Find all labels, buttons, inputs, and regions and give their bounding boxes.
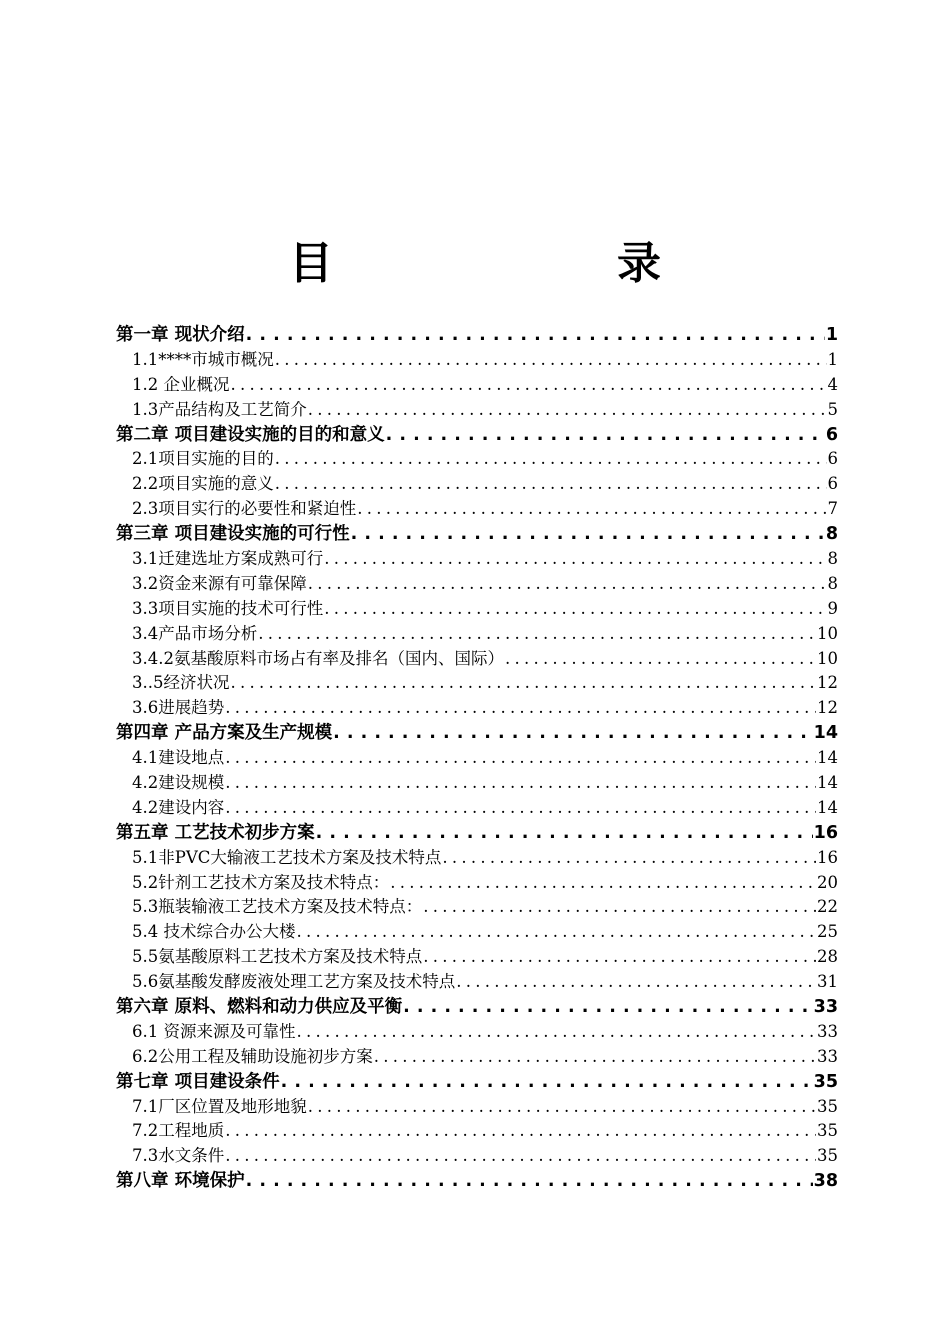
toc-entry-label: 1.2 企业概况 bbox=[132, 374, 230, 394]
toc-entry-label: 6.2公用工程及辅助设施初步方案 bbox=[132, 1046, 373, 1066]
toc-page-number: 1 bbox=[827, 349, 838, 369]
toc-section-entry[interactable] bbox=[116, 846, 838, 871]
dot-leader bbox=[308, 572, 827, 597]
toc-entry-label: 7.3水文条件 bbox=[132, 1146, 225, 1166]
dot-leader bbox=[505, 647, 816, 672]
toc-section-entry[interactable] bbox=[116, 895, 838, 920]
toc-section-entry[interactable] bbox=[116, 671, 838, 696]
dot-leader bbox=[297, 1020, 817, 1045]
toc-entry-label: 3.2资金来源有可靠保障 bbox=[132, 573, 307, 593]
toc-section-entry[interactable] bbox=[116, 472, 838, 497]
dot-leader bbox=[258, 622, 816, 647]
toc-entry-label: 7.1厂区位置及地形地貌 bbox=[132, 1096, 307, 1116]
toc-page-number: 7 bbox=[827, 499, 838, 519]
dot-leader bbox=[246, 323, 825, 348]
toc-entry-label: 第二章 项目建设实施的目的和意义 bbox=[116, 424, 385, 445]
toc-page-number: 9 bbox=[827, 598, 838, 618]
toc-page-number: 8 bbox=[827, 549, 838, 568]
dot-leader bbox=[324, 547, 826, 572]
toc-section-entry[interactable] bbox=[116, 447, 838, 472]
toc-entry-label: 5.5氨基酸原料工艺技术方案及技术特点 bbox=[132, 947, 423, 967]
toc-section-entry[interactable] bbox=[116, 497, 838, 522]
toc-page-number: 16 bbox=[813, 822, 838, 843]
toc-entry-label: 第五章 工艺技术初步方案 bbox=[116, 822, 315, 843]
toc-entry-label: 2.1项目实施的目的 bbox=[132, 449, 274, 469]
toc-page-number: 8 bbox=[825, 524, 838, 545]
toc-page-number: 4 bbox=[827, 374, 838, 394]
toc-section-entry[interactable] bbox=[116, 1020, 838, 1045]
toc-entry-label: 2.2项目实施的意义 bbox=[132, 474, 274, 494]
toc-page-number: 16 bbox=[817, 847, 838, 867]
dot-leader bbox=[281, 1070, 813, 1095]
toc-page-number: 31 bbox=[817, 972, 838, 992]
toc-section-entry[interactable] bbox=[116, 1045, 838, 1070]
toc-chapter-entry[interactable] bbox=[116, 323, 838, 348]
toc-page-number: 6 bbox=[825, 424, 838, 445]
dot-leader bbox=[308, 398, 827, 423]
dot-leader bbox=[442, 846, 816, 871]
dot-leader bbox=[374, 1045, 816, 1070]
toc-section-entry[interactable] bbox=[116, 398, 838, 423]
toc-section-entry[interactable] bbox=[116, 871, 838, 896]
toc-entry-label: 1.3产品结构及工艺简介 bbox=[132, 399, 307, 419]
toc-section-entry[interactable] bbox=[116, 945, 838, 970]
toc-page-number: 25 bbox=[817, 922, 838, 942]
dot-leader bbox=[324, 597, 826, 622]
toc-entry-label: 3.4.2氨基酸原料市场占有率及排名（国内、国际） bbox=[132, 648, 504, 668]
toc-page-number: 10 bbox=[817, 623, 838, 643]
toc-page-number: 38 bbox=[813, 1171, 838, 1192]
toc-entry-label: 第七章 项目建设条件 bbox=[116, 1071, 280, 1092]
dot-leader bbox=[225, 1120, 816, 1145]
toc-page-number: 35 bbox=[817, 1096, 838, 1116]
toc-section-entry[interactable] bbox=[116, 1144, 838, 1169]
toc-entry-label: 7.2工程地质 bbox=[132, 1121, 225, 1141]
dot-leader bbox=[275, 348, 827, 373]
dot-leader bbox=[275, 472, 827, 497]
toc-entry-label: 4.1建设地点 bbox=[132, 748, 225, 768]
dot-leader bbox=[351, 522, 825, 547]
dot-leader bbox=[403, 995, 813, 1020]
toc-entry-label: 4.2建设内容 bbox=[132, 797, 225, 817]
toc-chapter-entry[interactable] bbox=[116, 821, 838, 846]
toc-page-number: 33 bbox=[817, 1021, 838, 1041]
dot-leader bbox=[333, 721, 813, 746]
toc-section-entry[interactable] bbox=[116, 572, 838, 597]
toc-section-entry[interactable] bbox=[116, 647, 838, 672]
toc-page-number: 5 bbox=[827, 399, 838, 419]
toc-section-entry[interactable] bbox=[116, 348, 838, 373]
toc-page-number: 6 bbox=[827, 449, 838, 469]
dot-leader bbox=[275, 447, 827, 472]
dot-leader bbox=[423, 945, 816, 970]
toc-chapter-entry[interactable] bbox=[116, 1169, 838, 1194]
toc-entry-label: 3.1迁建选址方案成熟可行 bbox=[132, 549, 324, 568]
toc-entry-label: 5.4 技术综合办公大楼 bbox=[132, 922, 296, 942]
toc-chapter-entry[interactable] bbox=[116, 522, 838, 547]
toc-entry-label: 5.3瓶装输液工艺技术方案及技术特点： bbox=[132, 897, 423, 917]
toc-section-entry[interactable] bbox=[116, 746, 838, 771]
toc-page-number: 14 bbox=[813, 723, 838, 744]
toc-section-entry[interactable] bbox=[116, 696, 838, 721]
toc-section-entry[interactable] bbox=[116, 622, 838, 647]
toc-chapter-entry[interactable] bbox=[116, 995, 838, 1020]
table-of-contents bbox=[116, 323, 838, 1194]
toc-page-number: 12 bbox=[817, 673, 838, 693]
toc-section-entry[interactable] bbox=[116, 771, 838, 796]
toc-page-number: 28 bbox=[817, 947, 838, 967]
toc-chapter-entry[interactable] bbox=[116, 423, 838, 448]
toc-section-entry[interactable] bbox=[116, 796, 838, 821]
dot-leader bbox=[225, 1144, 816, 1169]
toc-page-number: 8 bbox=[827, 573, 838, 593]
toc-entry-label: 3..5经济状况 bbox=[132, 673, 230, 693]
toc-entry-label: 3.4产品市场分析 bbox=[132, 623, 258, 643]
toc-entry-label: 6.1 资源来源及可靠性 bbox=[132, 1021, 296, 1041]
toc-page-number: 33 bbox=[817, 1046, 838, 1066]
dot-leader bbox=[316, 821, 813, 846]
dot-leader bbox=[225, 746, 816, 771]
toc-chapter-entry[interactable] bbox=[116, 1070, 838, 1095]
toc-entry-label: 4.2建设规模 bbox=[132, 773, 225, 793]
toc-section-entry[interactable] bbox=[116, 970, 838, 995]
dot-leader bbox=[231, 671, 817, 696]
toc-section-entry[interactable] bbox=[116, 1120, 838, 1145]
toc-page-number: 33 bbox=[813, 997, 838, 1018]
toc-page-number: 35 bbox=[817, 1121, 838, 1141]
dot-leader bbox=[225, 696, 816, 721]
toc-page-number: 35 bbox=[813, 1071, 838, 1092]
toc-page-number: 20 bbox=[817, 872, 838, 892]
dot-leader bbox=[357, 497, 826, 522]
toc-page-number: 1 bbox=[825, 324, 838, 345]
dot-leader bbox=[231, 373, 827, 398]
toc-page-number: 12 bbox=[817, 698, 838, 718]
toc-entry-label: 第一章 现状介绍 bbox=[116, 324, 245, 345]
dot-leader bbox=[246, 1169, 813, 1194]
toc-page-number: 6 bbox=[827, 474, 838, 494]
toc-entry-label: 3.3项目实施的技术可行性 bbox=[132, 598, 324, 618]
toc-entry-label: 5.6氨基酸发酵废液处理工艺方案及技术特点 bbox=[132, 972, 456, 992]
toc-page-number: 35 bbox=[817, 1146, 838, 1166]
toc-title: 目 录 bbox=[289, 238, 781, 289]
toc-entry-label: 第六章 原料、燃料和动力供应及平衡 bbox=[116, 997, 403, 1018]
toc-section-entry[interactable] bbox=[116, 547, 838, 572]
toc-entry-label: 1.1****市城市概况 bbox=[132, 349, 274, 369]
toc-section-entry[interactable] bbox=[116, 920, 838, 945]
dot-leader bbox=[456, 970, 816, 995]
toc-entry-label: 2.3项目实行的必要性和紧迫性 bbox=[132, 499, 357, 519]
dot-leader bbox=[423, 895, 816, 920]
toc-entry-label: 5.1非PVC大输液工艺技术方案及技术特点 bbox=[132, 847, 442, 867]
toc-entry-label: 第八章 环境保护 bbox=[116, 1171, 245, 1192]
dot-leader bbox=[297, 920, 817, 945]
toc-chapter-entry[interactable] bbox=[116, 721, 838, 746]
toc-page-number: 14 bbox=[817, 773, 838, 793]
toc-entry-label: 第四章 产品方案及生产规模 bbox=[116, 723, 333, 744]
dot-leader bbox=[390, 871, 816, 896]
dot-leader bbox=[386, 423, 825, 448]
dot-leader bbox=[308, 1095, 816, 1120]
toc-section-entry[interactable] bbox=[116, 1095, 838, 1120]
toc-page-number: 22 bbox=[817, 897, 838, 917]
dot-leader bbox=[225, 771, 816, 796]
dot-leader bbox=[225, 796, 816, 821]
toc-section-entry[interactable] bbox=[116, 597, 838, 622]
toc-section-entry[interactable] bbox=[116, 373, 838, 398]
toc-entry-label: 3.6进展趋势 bbox=[132, 698, 225, 718]
toc-entry-label: 5.2针剂工艺技术方案及技术特点： bbox=[132, 872, 390, 892]
toc-page-number: 14 bbox=[817, 748, 838, 768]
toc-entry-label: 第三章 项目建设实施的可行性 bbox=[116, 524, 350, 545]
toc-page-number: 14 bbox=[817, 797, 838, 817]
toc-page-number: 10 bbox=[817, 648, 838, 668]
